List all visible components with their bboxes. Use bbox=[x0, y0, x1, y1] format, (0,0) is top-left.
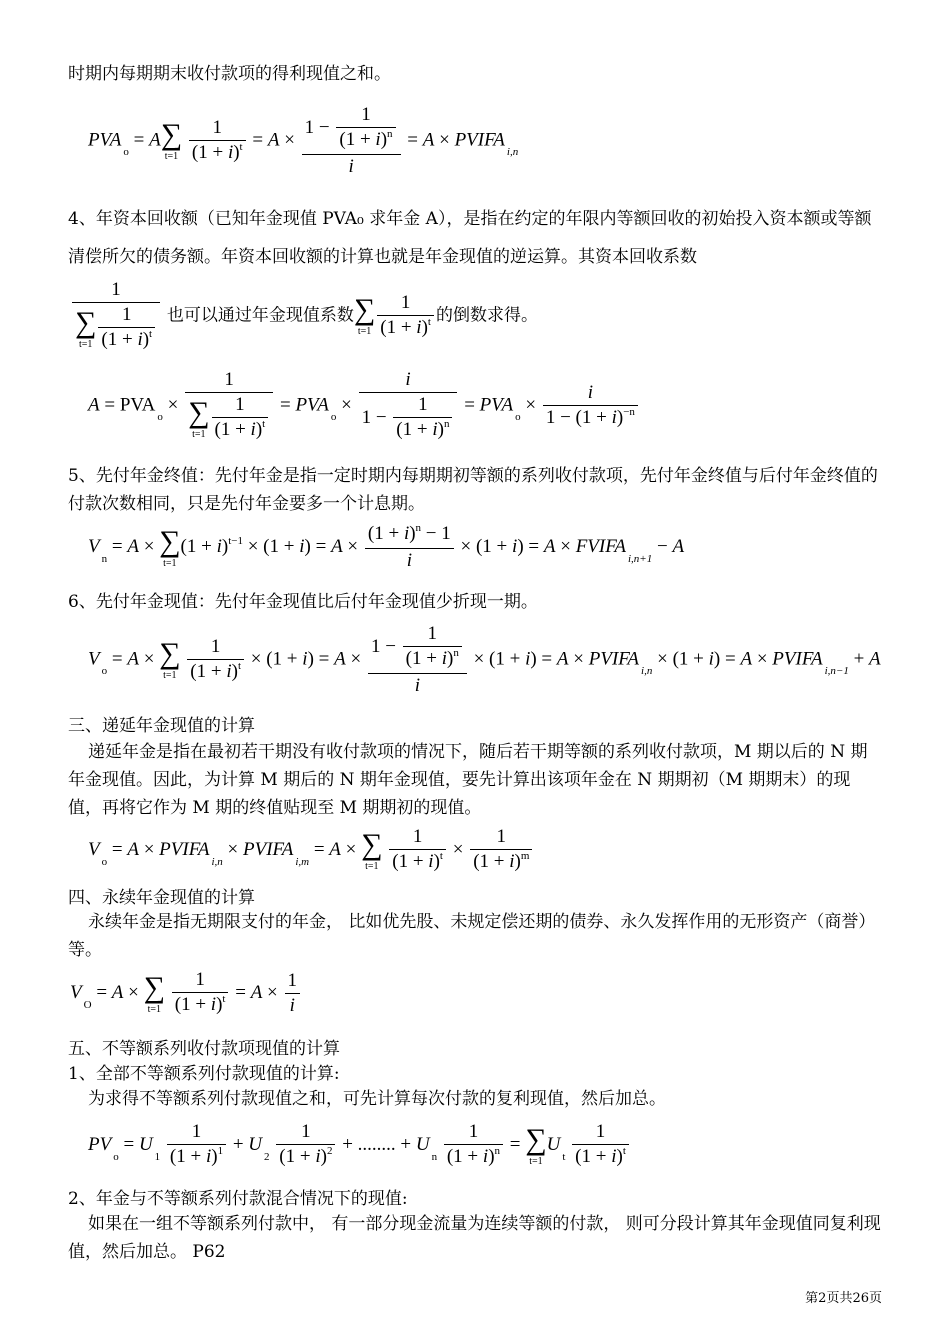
formula-uneven: $PV_o = U_1$ $\frac{1}{(1 + i)^1}$ + $U_2$ $\frac{1}{(1 + i)^2}$ + ........ + $U_n$ $\frac{1}{(1 + i)^n}$ = ∑ t=1 $U_t$ $\frac{1}{(1 + i)^t}$ bbox=[88, 1120, 631, 1171]
formula-vo-prepaid: $V_o = A$ × ∑ t=1 $\frac{1}{(1 + i)^t}$ × (1 + i) = A × 1 − $\frac{1}{(1 + i)^n}$ i × $(1 + i) = A \times PVIFA_{i,n} \times (1 + i) = A$ × $PVIFA_{i,n-1} + A$ bbox=[88, 623, 881, 696]
paragraph-deferred: 递延年金是指在最初若干期没有收付款项的情况下，随后若干期等额的系列收付款项，M 期以后的 N 期年金现值。因此，为计算 M 期后的 N 期年金现值，要先计算出该项年金在 N 期期初（M 期期末）的现值，再将它作为 M 期的终值贴现至 M 期期初的现值。 bbox=[68, 742, 868, 818]
paragraph-5-1: 为求得不等额系列付款现值之和，可先计算每次付款的复利现值，然后加总。 bbox=[88, 1089, 666, 1109]
heading-3: 三、递延年金现值的计算 bbox=[68, 716, 255, 736]
paragraph-perpetuity: 永续年金是指无期限支付的年金， 比如优先股、未规定偿还期的债券、永久发挥作用的无形资产（商誉）等。 bbox=[68, 912, 876, 960]
page-footer: 第2页共26页 bbox=[805, 1291, 882, 1306]
heading-5-1: 1、全部不等额系列付款现值的计算: bbox=[68, 1064, 340, 1084]
paragraph-5: 5、先付年金终值：先付年金是指一定时期内每期期初等额的系列收付款项，先付年金终值与后付年金终值的付款次数相同，只是先付年金要多一个计息期。 bbox=[68, 466, 878, 514]
paragraph-5-2: 如果在一组不等额系列付款中， 有一部分现金流量为连续等额的付款， 则可分段计算其年金现值同复利现值，然后加总。 P62 bbox=[68, 1214, 881, 1262]
formula-annuity-recovery: $A = PVA_o$ × 1 ∑ t=1 $\frac{1}{(1 + i)^t}$ = $PVA_o$ × i 1 − $\frac{1}{(1 + i)^n}$ = $PVA_o$ × $\frac{i}{1 - (1 + i)^{-n}}$ bbox=[88, 368, 640, 444]
paragraph-4: 4、年资本回收额（已知年金现值 PVA₀ 求年金 A），是指在约定的年限内等额回收的初始投入资本额或等额清偿所欠的债务额。年资本回收额的计算也就是年金现值的逆运算。其资本回收系数 bbox=[68, 209, 872, 267]
formula-pva: $PVA_o = A$ ∑ t=1 $\frac{1}{(1 + i)^t}$ = A × 1 − $\frac{1}{(1 + i)^n}$ i = $A \times PVIFA_{i,n}$ bbox=[88, 104, 519, 177]
heading-5: 五、不等额系列收付款项现值的计算 bbox=[68, 1039, 340, 1059]
formula-recovery-coeff: 1 ∑ t=1 $\frac{1}{(1 + i)^t}$ 也可以通过年金现值系数 ∑ t=1 $\frac{1}{(1 + i)^t}$ 的倒数求得。 bbox=[70, 278, 538, 354]
text-inline: 也可以通过年金现值系数 bbox=[166, 305, 354, 326]
formula-perpetuity: $V_O = A$ × ∑ t=1 $\frac{1}{(1 + i)^t}$ = A × $\frac{1}{i}$ bbox=[70, 968, 302, 1019]
heading-5-2: 2、年金与不等额系列付款混合情况下的现值: bbox=[68, 1189, 408, 1209]
formula-deferred: $V_o = A$ × $PVIFA_{i,n}$ × $PVIFA_{i,m} = A$ × ∑ t=1 $\frac{1}{(1 + i)^t}$ × $\frac{1}{(1 + i)^m}$ bbox=[88, 825, 534, 876]
formula-vn: $V_n = A$ × ∑ t=1 $(1 + i)^{t-1} \times (1 + i) = A$ × $\frac{(1 + i)^n - 1}{i}$ × $(1 + i) = A \times FVIFA_{i,n+1} - A$ bbox=[88, 522, 685, 571]
text-inline: 的倒数求得。 bbox=[435, 305, 538, 326]
heading-4: 四、永续年金现值的计算 bbox=[68, 888, 255, 908]
paragraph-6: 6、先付年金现值：先付年金现值比后付年金现值少折现一期。 bbox=[68, 592, 538, 612]
text-line: 时期内每期期末收付款项的得利现值之和。 bbox=[68, 64, 391, 84]
